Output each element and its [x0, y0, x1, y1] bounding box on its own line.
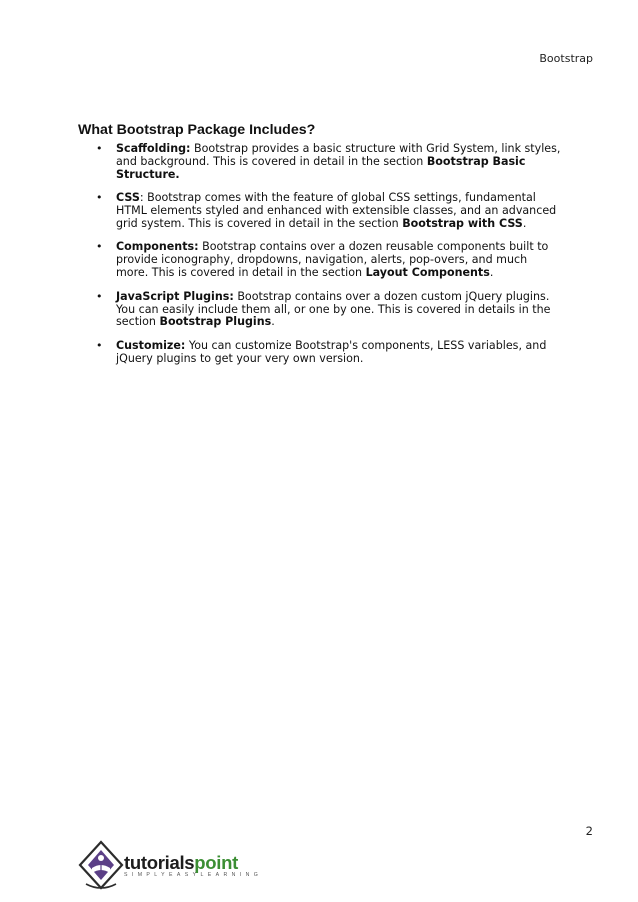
item-body: : Bootstrap comes with the feature of global CSS settings, fundamental HTML elements styled and enhanced with extensible classes, and an advanced grid system. This is covered in detail in the section: [116, 191, 557, 231]
bullet-icon: •: [96, 289, 103, 303]
item-reference: Bootstrap Basic Structure.: [116, 154, 526, 181]
logo-emblem-icon: [78, 838, 124, 894]
item-body: Bootstrap contains over a dozen custom jQuery plugins. You can easily include them all, or one by one. This is covered in details in the section: [116, 289, 551, 329]
item-body: Bootstrap contains over a dozen reusable components built to provide iconography, dropdowns, navigation, alerts, pop-overs, and much more. This is covered in detail in the section: [116, 240, 549, 280]
item-body: You can customize Bootstrap's components, LESS variables, and jQuery plugins to get your very own version.: [116, 338, 547, 365]
logo-word-point: point: [194, 852, 238, 873]
item-end: .: [489, 266, 494, 280]
running-header: Bootstrap: [539, 52, 593, 65]
list-item: [96, 241, 562, 280]
bullet-icon: •: [96, 191, 103, 205]
bullet-icon: •: [96, 338, 103, 352]
item-lead: CSS: [116, 191, 140, 205]
logo-word-tutorials: tutorials: [124, 852, 195, 873]
item-end: .: [522, 217, 527, 231]
item-lead: Components:: [116, 240, 199, 254]
list-item: [96, 340, 562, 366]
item-body: Bootstrap provides a basic structure with Grid System, link styles, and background. This is covered in detail in the section: [116, 142, 561, 168]
list-item: [96, 192, 562, 231]
tutorialspoint-logo: [78, 838, 263, 894]
item-end: .: [271, 315, 275, 329]
logo-wordmark: [124, 852, 238, 874]
list-item: [96, 291, 562, 330]
item-reference: Bootstrap Plugins: [159, 315, 272, 329]
item-lead: Customize:: [116, 338, 186, 352]
page-number: 2: [585, 824, 593, 838]
bullet-icon: •: [96, 142, 103, 155]
logo-tagline: SIMPLYEASYLEARNING: [124, 872, 263, 878]
item-reference: Layout Components: [365, 266, 490, 280]
item-reference: Bootstrap with CSS: [402, 217, 523, 231]
bullet-icon: •: [96, 240, 103, 254]
section-heading: What Bootstrap Package Includes?: [78, 122, 316, 138]
item-lead: Scaffolding:: [116, 142, 191, 155]
list-item: [96, 143, 562, 182]
feature-list: [96, 143, 562, 376]
item-lead: JavaScript Plugins:: [116, 289, 234, 303]
